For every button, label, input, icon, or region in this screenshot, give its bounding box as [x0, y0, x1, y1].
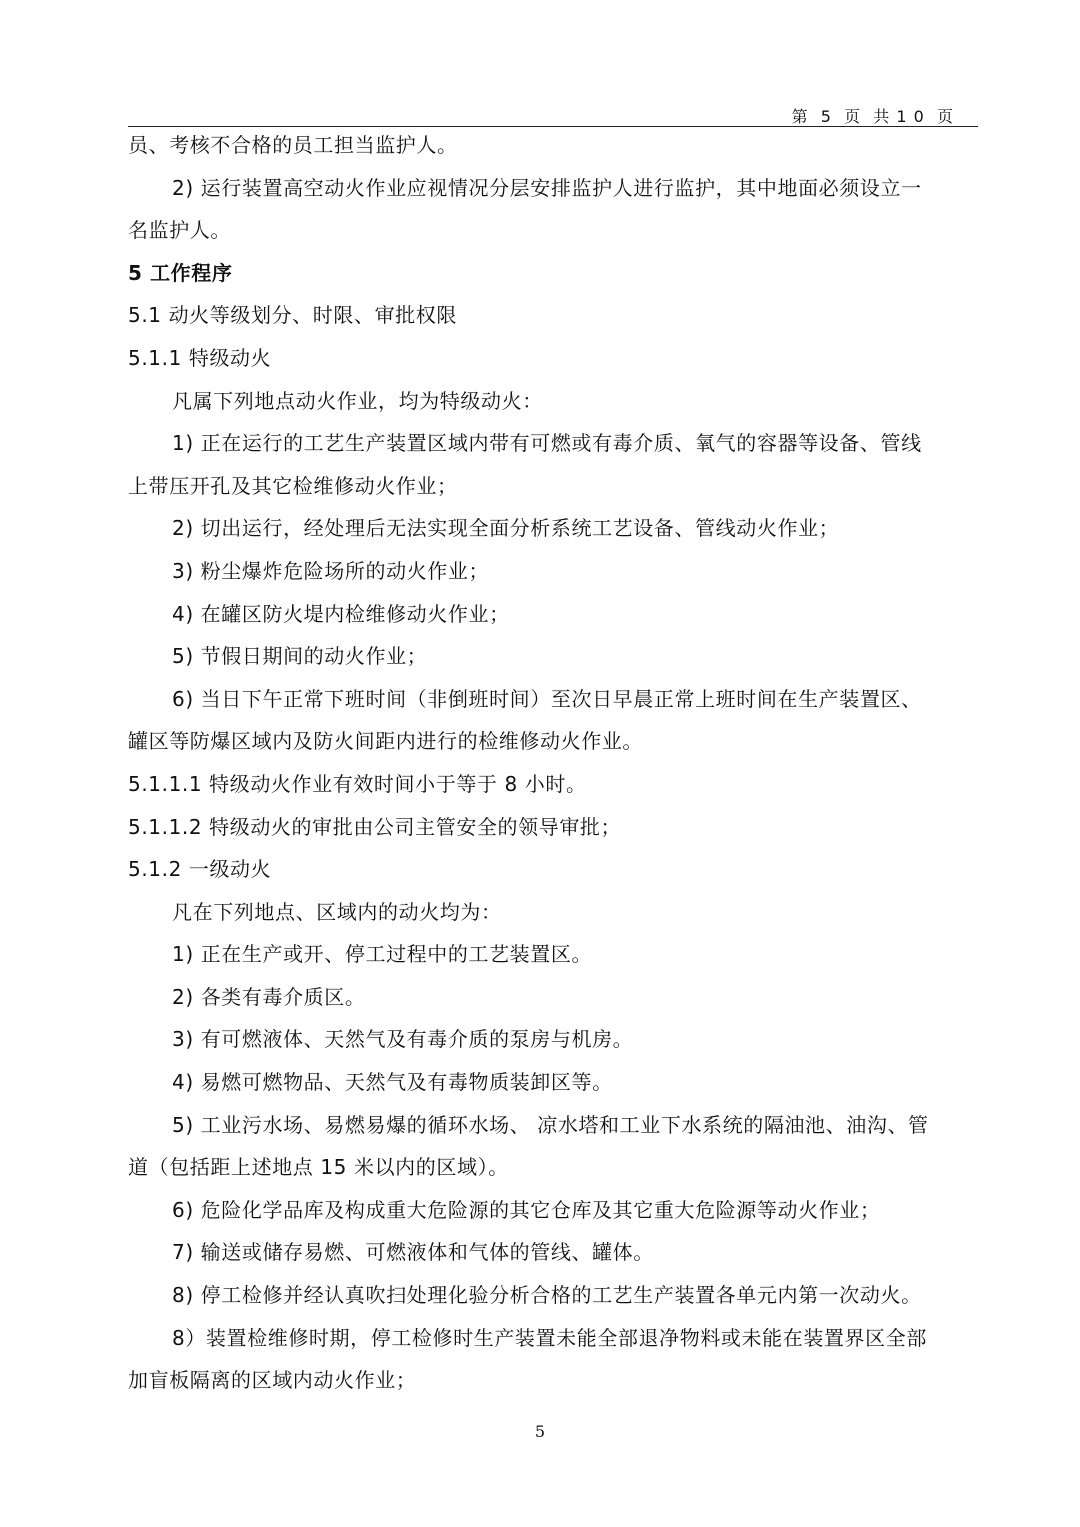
text-line: 1) 正在生产或开、停工过程中的工艺装置区。 [172, 942, 593, 967]
text-line: 员、考核不合格的员工担当监护人。 [128, 133, 458, 157]
text-line: 5) 节假日期间的动火作业； [172, 644, 428, 669]
text-line: 3) 有可燃液体、天然气及有毒介质的泵房与机房。 [172, 1027, 634, 1052]
text-line: 4) 易燃可燃物品、天然气及有毒物质装卸区等。 [172, 1070, 613, 1095]
text-line: 5.1 动火等级划分、时限、审批权限 [128, 303, 457, 328]
text-line: 5) 工业污水场、易燃易爆的循环水场、 凉水塔和工业下水系统的隔油池、油沟、管 [172, 1112, 929, 1137]
text-line: 8）装置检维修时期，停工检修时生产装置未能全部退净物料或未能在装置界区全部 [172, 1325, 927, 1350]
text-line: 1) 正在运行的工艺生产装置区域内带有可燃或有毒介质、氧气的容器等设备、管线 [172, 431, 922, 456]
text-line: 5.1.1.1 特级动火作业有效时间小于等于 8 小时。 [128, 771, 587, 796]
text-line: 道（包括距上述地点 15 米以内的区域）。 [128, 1155, 509, 1180]
text-line: 2) 各类有毒介质区。 [172, 984, 366, 1009]
text-line: 凡在下列地点、区域内的动火均为： [172, 899, 502, 924]
text-line: 2) 运行装置高空动火作业应视情况分层安排监护人进行监护，其中地面必须设立一 [172, 175, 922, 200]
text-line: 5.1.1 特级动火 [128, 345, 272, 370]
text-line: 名监护人。 [128, 218, 231, 243]
page-counter: 第 5 页 共 1 0 页 [791, 107, 954, 126]
text-line: 3) 粉尘爆炸危险场所的动火作业； [172, 558, 490, 583]
text-line: 凡属下列地点动火作业，均为特级动火： [172, 388, 543, 413]
document-body [128, 124, 980, 1402]
text-line: 4) 在罐区防火堤内检维修动火作业； [172, 601, 510, 626]
text-line: 上带压开孔及其它检维修动火作业； [128, 473, 458, 498]
text-line: 罐区等防爆区域内及防火间距内进行的检维修动火作业。 [128, 729, 643, 754]
text-line: 7) 输送或储存易燃、可燃液体和气体的管线、罐体。 [172, 1240, 654, 1265]
text-line: 8) 停工检修并经认真吹扫处理化验分析合格的工艺生产装置各单元内第一次动火。 [172, 1283, 922, 1308]
text-line: 5.1.2 一级动火 [128, 857, 272, 882]
text-line: 加盲板隔离的区域内动火作业； [128, 1368, 417, 1393]
text-line: 2) 切出运行，经处理后无法实现全面分析系统工艺设备、管线动火作业； [172, 516, 840, 541]
text-line: 6) 危险化学品库及构成重大危险源的其它仓库及其它重大危险源等动火作业； [172, 1197, 881, 1222]
text-line: 5.1.1.2 特级动火的审批由公司主管安全的领导审批； [128, 814, 622, 839]
text-line: 6) 当日下午正常下班时间（非倒班时间）至次日早晨正常上班时间在生产装置区、 [172, 686, 922, 711]
section-heading: 5 工作程序 [128, 260, 233, 285]
page-number-footer: 5 [534, 1422, 546, 1441]
